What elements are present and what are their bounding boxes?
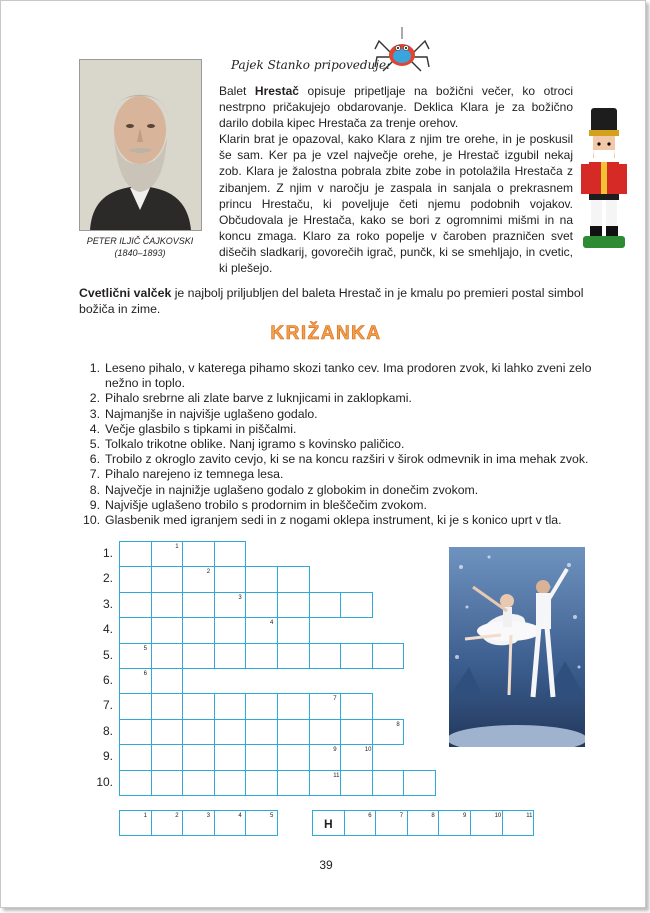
row-label: 8. [102,723,113,738]
crossword-cell[interactable] [119,643,152,669]
crossword-cell[interactable] [214,541,247,567]
crossword-cell[interactable] [182,693,215,719]
clue-text: Pihalo narejeno iz temnega lesa. [105,467,284,482]
crossword-cell[interactable] [245,770,278,796]
clue-text: Leseno pihalo, v katerega pihamo skozi tanko cev. Ima prodoren zvok, ki lahko zveni zelo nežno in toplo. [105,361,592,391]
story-paragraph-2: Klarin brat je opazoval, kako Klara z njim tre orehe, in je poskusil še sam. Ker pa je vzel največje orehe, je Hrestač izgubil nekaj zob. Klara je žalostna pobrala zbite zobe in potolažila Hrestača z zibanjem. Z njim v naročju je zaspala in sanjala o prekrasnem princu Hrestaču, ki poveljuje četi njemu podobnih vojakov. Občudovala je Hrestača, kako se bori z ogromnimi mišmi in na koncu zmaga. Klaro za roko popelje v čaroben prazničen svet dišečih sladkarij, govorečih igrač, punčk, ki se smehljajo, in cvetic, ki plešejo. [219,132,573,276]
clue-text: Trobilo z okroglo zavito cevjo, ki se na koncu razširi v širok odmevnik in ima mehak zvok. [105,452,589,467]
solution-cell[interactable] [470,810,503,836]
crossword-cell[interactable] [119,693,152,719]
crossword-cell[interactable] [214,693,247,719]
crossword-cell[interactable] [245,744,278,770]
solution-cell[interactable] [151,810,184,836]
crossword-cell[interactable] [119,668,152,694]
crossword-cell[interactable] [182,566,215,592]
crossword-cell[interactable] [309,592,342,618]
portrait-photo [79,59,202,231]
clue-mark-number: 9 [462,813,467,819]
clue-text: Glasbenik med igranjem sedi in z nogami oklepa instrument, ki je s konico uprt v tla. [105,513,562,528]
crossword-cell[interactable] [214,617,247,643]
crossword-cell[interactable] [151,668,184,694]
crossword-cell[interactable] [182,719,215,745]
clue-text: Največje in najnižje uglašeno godalo z globokim in donečim zvokom. [105,482,479,497]
crossword-cell[interactable] [245,643,278,669]
clue-text: Pihalo srebrne ali zlate barve z luknjicami in zaklopkami. [105,391,412,406]
row-label: 9. [102,749,113,764]
clue-item [83,452,593,467]
narrator-intro: Pajek Stanko pripoveduje: [231,58,391,72]
crossword-cell[interactable] [151,617,184,643]
clue-mark-number: 8 [431,813,435,819]
clue-mark-number: 4 [269,620,274,627]
crossword-cell[interactable] [309,770,342,796]
solution-letter: H [324,817,333,831]
crossword-cell[interactable] [372,770,405,796]
clue-mark-number: 2 [206,569,211,576]
solution-cell-given [312,810,345,836]
crossword-cell[interactable] [214,719,247,745]
crossword-cell[interactable] [214,770,247,796]
composer-name: PETER ILJIČ ČAJKOVSKI [86,236,194,246]
crossword-cell[interactable] [119,541,152,567]
clue-item [83,422,593,437]
clue-mark-number: 3 [206,813,211,819]
clue-mark-number: 7 [399,813,404,819]
solution-cell[interactable] [407,810,440,836]
crossword-cell[interactable] [277,566,310,592]
clue-mark-number: 10 [364,747,372,754]
crossword-cell[interactable] [119,566,152,592]
clue-mark-number: 1 [175,544,179,550]
clue-text: Tolkalo trikotne oblike. Nanj igramo s kovinsko paličico. [105,437,405,452]
clue-mark-number: 8 [396,721,400,728]
crossword-cell[interactable] [119,744,152,770]
crossword-cell[interactable] [245,693,278,719]
story-p1-post: opisuje pripetljaje na božični večer, ko otroci nestrpno pričakujejo obdarovanje. Deklica Klara je za božično darilo dobila kipec Hrestača za trenje orehov. [219,84,574,131]
crossword-cell[interactable] [245,592,278,618]
crossword-cell[interactable] [182,541,215,567]
crossword-cell[interactable] [151,541,184,567]
crossword-cell[interactable] [340,770,373,796]
clue-number: 1. [89,361,100,375]
row-label: 10. [96,774,113,789]
crossword-cell[interactable] [182,592,215,618]
crossword-cell[interactable] [182,643,215,669]
clue-number: 2. [89,391,100,406]
clue-mark-number: 3 [238,594,242,601]
solution-cell[interactable] [375,810,408,836]
ballet-dancers-illustration [449,547,585,747]
solution-cell[interactable] [502,810,535,836]
row-label: 2. [102,571,113,586]
crossword-cell[interactable] [340,693,373,719]
page-number: 39 [319,858,333,872]
crossword-cell[interactable] [340,744,373,770]
clue-item [83,513,593,528]
portrait-caption [73,235,207,259]
crossword-cell[interactable] [340,719,373,745]
clue-number: 4. [89,421,100,436]
crossword-cell[interactable] [214,566,247,592]
clue-number: 7. [89,467,100,482]
row-label: 4. [102,622,113,637]
crossword-cell[interactable] [277,770,310,796]
crossword-cell[interactable] [182,770,215,796]
waltz-text: je najbolj priljubljen del baleta Hrestač in je kmalu po premieri postal simbol božiča in zime. [79,286,584,316]
crossword-cell[interactable] [340,592,373,618]
clue-number: 9. [89,497,100,512]
clue-number: 8. [89,482,100,497]
story-paragraph-1 [219,83,573,131]
crossword-cell[interactable] [309,643,342,669]
crossword-title: KRIŽANKA [270,323,382,344]
clue-mark-number: 2 [175,813,179,819]
clue-mark-number: 5 [269,813,274,819]
crossword-cell[interactable] [277,643,310,669]
story-text [219,83,573,276]
clue-item [83,437,593,452]
crossword-cell[interactable] [245,566,278,592]
crossword-cell[interactable] [182,744,215,770]
crossword-cell[interactable] [309,693,342,719]
crossword-cell[interactable] [151,770,184,796]
solution-cell[interactable] [344,810,377,836]
clue-mark-number: 10 [494,813,502,819]
crossword-cell[interactable] [214,592,247,618]
clue-mark-number: 6 [143,671,147,677]
crossword-cell[interactable] [277,592,310,618]
clue-item [83,391,593,406]
crossword-cell[interactable] [151,744,184,770]
row-label: 1. [102,546,113,560]
solution-cell[interactable] [245,810,278,836]
crossword-cell[interactable] [277,693,310,719]
crossword-cell[interactable] [151,566,184,592]
crossword-cell[interactable] [119,719,152,745]
clue-number: 10. [83,513,101,528]
clue-text: Večje glasbilo s tipkami in piščalmi. [105,421,297,436]
crossword-cell[interactable] [214,643,247,669]
crossword-cell[interactable] [245,719,278,745]
crossword-cell[interactable] [309,744,342,770]
waltz-bold: Cvetlični valček [79,286,172,300]
clue-mark-number: 7 [333,696,337,703]
row-label: 3. [102,596,113,611]
crossword-cell[interactable] [309,719,342,745]
composer-years: (1840–1893) [114,248,166,258]
crossword-cell[interactable] [277,617,310,643]
clue-text: Najmanjše in najvišje uglašeno godalo. [105,406,318,421]
clue-mark-number: 9 [333,747,337,754]
clue-mark-number: 11 [333,772,340,779]
row-label: 7. [102,698,113,713]
nutcracker-illustration [579,106,629,251]
row-label: 5. [102,647,113,662]
crossword-cell[interactable] [119,592,152,618]
clue-item [83,467,593,482]
clue-mark-number: 1 [143,813,147,819]
clue-number: 6. [89,452,100,467]
crossword-cell[interactable] [182,617,215,643]
ballet-photo [449,547,585,747]
story-p1-pre: Balet [219,84,255,98]
clue-mark-number: 11 [526,813,533,819]
row-label: 6. [102,673,113,687]
crossword-cell[interactable] [151,693,184,719]
solution-cell[interactable] [438,810,471,836]
clue-item [83,483,593,498]
clue-number: 3. [89,406,100,421]
crossword-cell[interactable] [277,744,310,770]
crossword-cell[interactable] [372,719,405,745]
solution-cell[interactable] [119,810,152,836]
crossword-cell[interactable] [403,770,436,796]
crossword-cell[interactable] [119,617,152,643]
clue-list [83,361,593,528]
clue-mark-number: 6 [368,813,372,819]
solution-cell[interactable] [182,810,215,836]
clue-item [83,361,593,391]
clue-number: 5. [89,437,100,452]
composer-portrait-illustration [80,60,201,230]
clue-mark-number: 4 [238,813,242,819]
crossword-cell[interactable] [277,719,310,745]
clue-mark-number: 5 [143,645,147,652]
crossword-cell[interactable] [151,592,184,618]
crossword-cell[interactable] [151,643,184,669]
solution-cell[interactable] [214,810,247,836]
clue-item [83,498,593,513]
clue-text: Najvišje uglašeno trobilo s prodornim in bleščečim zvokom. [105,497,427,512]
crossword-cell[interactable] [245,617,278,643]
clue-item [83,407,593,422]
crossword-cell[interactable] [214,744,247,770]
crossword-cell[interactable] [151,719,184,745]
crossword-cell[interactable] [372,643,405,669]
waltz-paragraph [79,285,591,317]
story-p1-bold: Hrestač [254,84,299,98]
crossword-cell[interactable] [340,643,373,669]
crossword-cell[interactable] [119,770,152,796]
